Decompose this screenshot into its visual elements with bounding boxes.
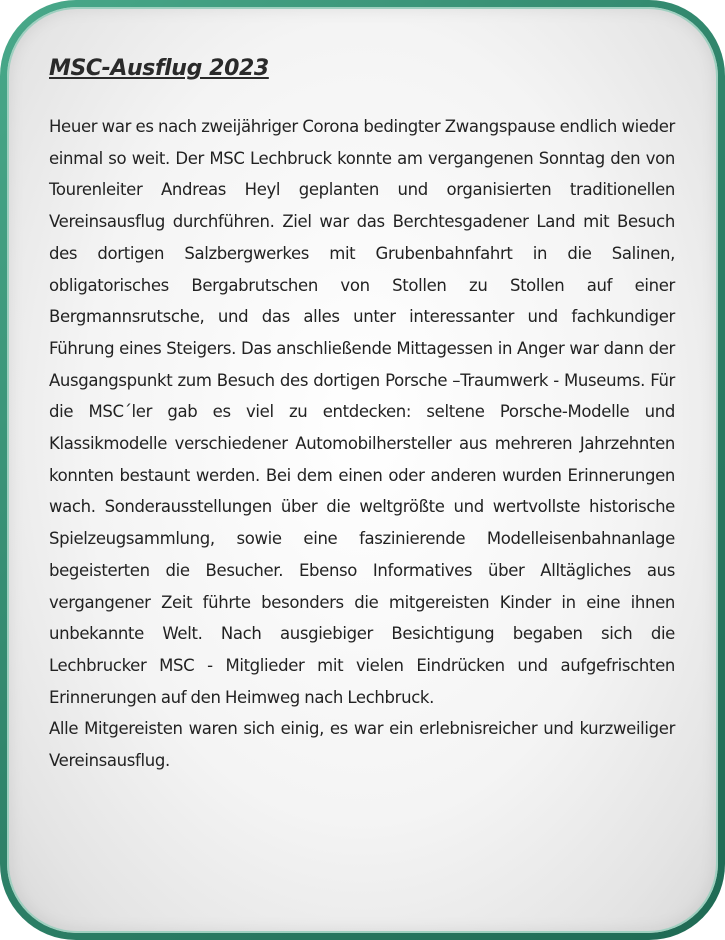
article-content [49,56,675,777]
article-paragraph-1: Heuer war es nach zweijähriger Corona bedingter Zwangspause endlich wieder einmal so weit. Der MSC Lechbruck konnte am vergangenen Sonntag den von Tourenleiter Andreas Heyl geplanten und organisierten traditionellen Vereinsausflug durchführen. Ziel war das Berchtesgadener Land mit Besuch des dortigen Salzbergwerkes mit Grubenbahnfahrt in die Salinen, obligatorisches Bergabrutschen von Stollen zu Stollen auf einer Bergmannsrutsche, und das alles unter interessanter und fachkundiger Führung eines Steigers. Das anschließende Mittagessen in Anger war dann der Ausgangspunkt zum Besuch des dortigen Porsche –Traumwerk - Museums. Für die MSC´ler gab es viel zu entdecken: seltene Porsche-Modelle und Klassikmodelle verschiedener Automobilhersteller aus mehreren Jahrzehnten konnten bestaunt werden. Bei dem einen oder anderen wurden Erinnerungen wach. Sonderausstellungen über die weltgrößte und wertvollste historische Spielzeugsammlung, sowie eine faszinierende Modelleisenbahnanlage begeisterten die Besucher. Ebenso Informatives über Alltägliches aus vergangener Zeit führte besonders die mitgereisten Kinder in eine ihnen unbekannte Welt. Nach ausgiebiger Besichtigung begaben sich die Lechbrucker MSC - Mitglieder mit vielen Eindrücken und aufgefrischten Erinnerungen auf den Heimweg nach Lechbruck. [49,117,675,707]
article-title: MSC-Ausflug 2023 [49,56,269,81]
article-paragraph-2: Alle Mitgereisten waren sich einig, es war ein erlebnisreicher und kurzweiliger Vereinsausflug. [49,719,675,771]
